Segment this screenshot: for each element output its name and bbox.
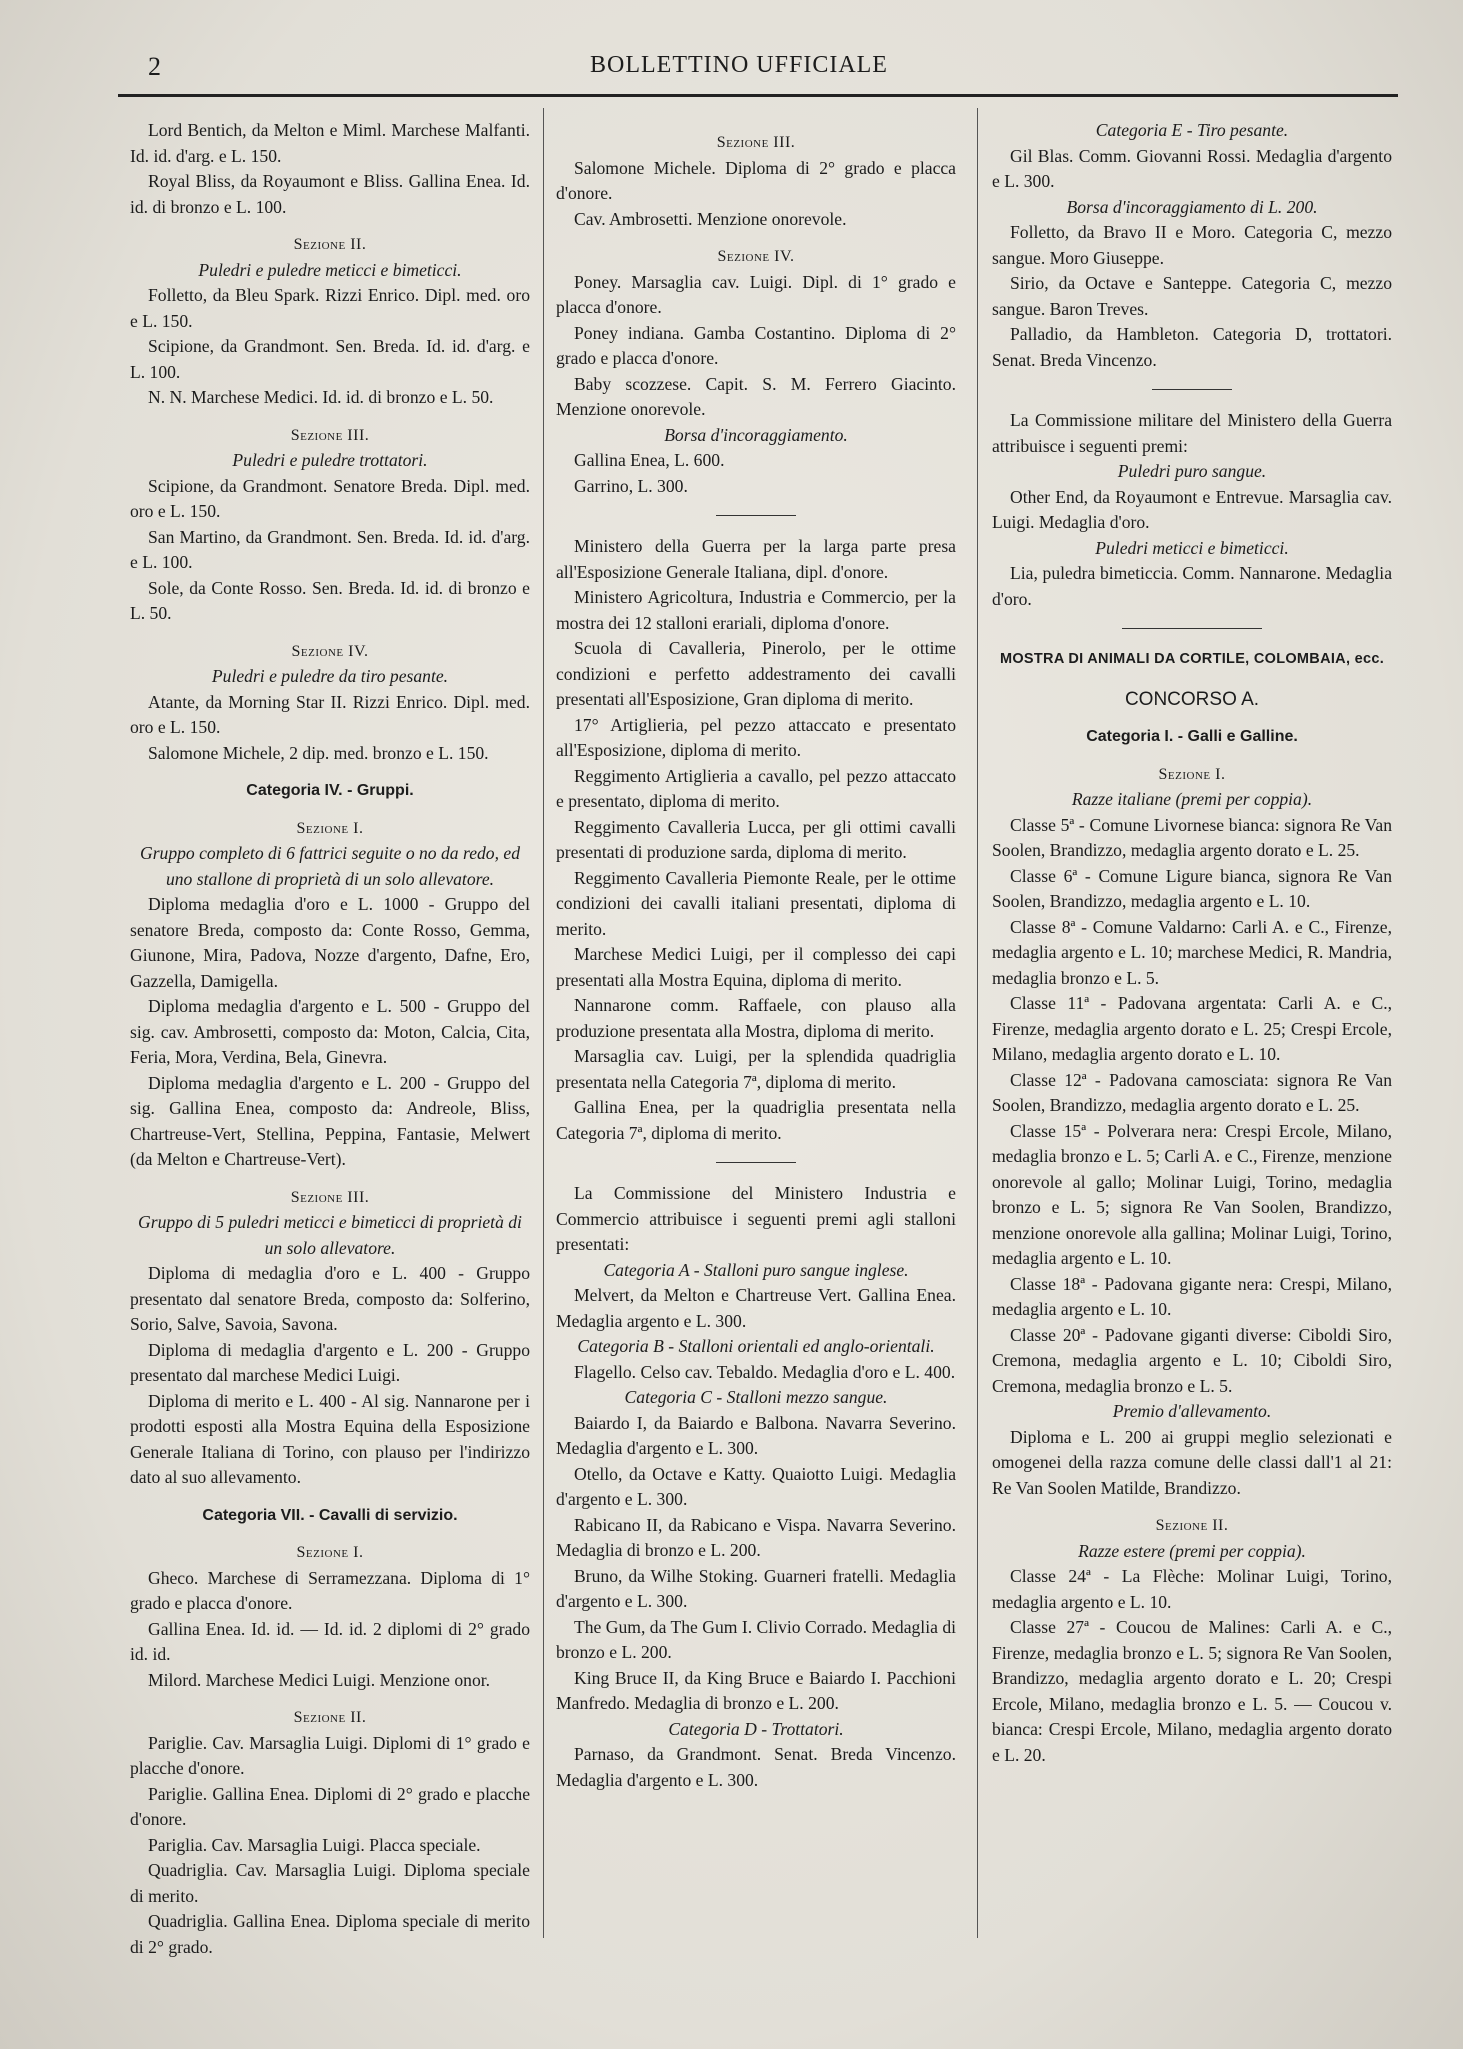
paragraph: Classe 27ª - Coucou de Malines: Carli A. e C., Firenze, medaglia bronzo e L. 5; signora Re Van Soolen, Brandizzo, medaglia argento dorato e L. 20; Crespi Ercole, Milano, medaglia bronzo e L. 5. — Coucou v. bianca: Crespi Ercole, Milano, medaglia argento dorato e L. 20. xyxy=(992,1617,1392,1765)
column-divider-1 xyxy=(543,108,544,1938)
paragraph: Flagello. Celso cav. Tebaldo. Medaglia d'oro e L. 400. xyxy=(574,1361,956,1382)
subheading: Gruppo di 5 puledri meticci e bimeticci di proprietà di un solo allevatore. xyxy=(138,1212,522,1258)
paragraph: Scipione, da Grandmont. Sen. Breda. Id. id. d'arg. e L. 100. xyxy=(130,336,530,382)
subheading: Categoria E - Tiro pesante. xyxy=(1095,120,1289,140)
section-heading: Sezione II. xyxy=(293,236,367,253)
paragraph: Classe 18ª - Padovana gigante nera: Crespi, Milano, medaglia argento e L. 10. xyxy=(992,1273,1392,1319)
paragraph: Diploma medaglia d'argento e L. 500 - Gruppo del sig. cav. Ambrosetti, composto da: Moton, Calcia, Cita, Feria, Mora, Verdina, Bela, Ginevra. xyxy=(130,996,530,1067)
category-heading: Categoria I. - Galli e Galline. xyxy=(1086,728,1298,745)
paragraph: Milord. Marchese Medici Luigi. Menzione onor. xyxy=(148,1669,491,1690)
category-heading: Categoria IV. - Gruppi. xyxy=(246,782,414,799)
paragraph: Salomone Michele, 2 dip. med. bronzo e L. 150. xyxy=(148,742,489,763)
paragraph: San Martino, da Grandmont. Sen. Breda. Id. id. d'arg. e L. 100. xyxy=(130,526,530,572)
paragraph: Ministero della Guerra per la larga parte presa all'Esposizione Generale Italiana, dipl. d'onore. xyxy=(556,536,956,582)
paragraph: Diploma e L. 200 ai gruppi meglio selezionati e omogenei della razza comune delle classi dall'1 al 21: Re Van Soolen Matilde, Brandizzo. xyxy=(992,1426,1392,1498)
subheading: Gruppo completo di 6 fattrici seguite o no da redo, ed uno stallone di proprietà di un solo allevatore. xyxy=(139,843,520,889)
page-number: 2 xyxy=(148,52,161,81)
paragraph: Classe 20ª - Padovane giganti diverse: Ciboldi Siro, Cremona, medaglia argento e L. 10; Ciboldi Siro, Cremona, medaglia bronzo e L. 5. xyxy=(992,1324,1392,1396)
paragraph: Gheco. Marchese di Serramezzana. Diploma di 1° grado e placca d'onore. xyxy=(130,1567,530,1613)
paragraph: Gallina Enea. Id. id. — Id. id. 2 diplomi di 2° grado id. id. xyxy=(130,1618,530,1664)
paragraph: King Bruce II, da King Bruce e Baiardo I. Pacchioni Manfredo. Medaglia di bronzo e L. 200. xyxy=(556,1667,956,1713)
subheading: Razze estere (premi per coppia). xyxy=(1078,1540,1306,1561)
paragraph: Folletto, da Bravo II e Moro. Categoria C, mezzo sangue. Moro Giuseppe. xyxy=(992,222,1392,268)
section-heading: Sezione III. xyxy=(290,1188,370,1206)
column-divider-2 xyxy=(977,108,978,1938)
paragraph: Classe 12ª - Padovana camosciata: signora Re Van Soolen, Brandizzo, medaglia argento dorato e L. 25. xyxy=(992,1069,1392,1115)
paragraph: Garrino, L. 300. xyxy=(574,475,688,496)
section-heading: Sezione I. xyxy=(296,819,364,837)
category-heading: Categoria VII. - Cavalli di servizio. xyxy=(202,1506,458,1524)
paragraph: Palladio, da Hambleton. Categoria D, trottatori. Senat. Breda Vincenzo. xyxy=(992,324,1392,370)
paragraph: Pariglie. Cav. Marsaglia Luigi. Diplomi di 1° grado e placche d'onore. xyxy=(130,1732,530,1778)
exhibition-heading: MOSTRA DI ANIMALI DA CORTILE, COLOMBAIA, ecc. xyxy=(999,651,1385,667)
paragraph: Royal Bliss, da Royaumont e Bliss. Gallina Enea. Id. id. di bronzo e L. 100. xyxy=(130,171,530,217)
contest-heading: CONCORSO A. xyxy=(1124,688,1260,710)
subheading: Puledri e puledre trottatori. xyxy=(232,450,428,470)
subheading: Razze italiane (premi per coppia). xyxy=(1071,789,1313,809)
paragraph: Scipione, da Grandmont. Senatore Breda. Dipl. med. oro e L. 150. xyxy=(130,475,530,521)
paragraph: Classe 6ª - Comune Ligure bianca, signora Re Van Soolen, Brandizzo, medaglia argento e L. 10. xyxy=(992,865,1392,911)
paragraph: Poney. Marsaglia cav. Luigi. Dipl. di 1° grado e placca d'onore. xyxy=(556,271,956,317)
paragraph: Lord Bentich, da Melton e Miml. Marchese Malfanti. Id. id. d'arg. e L. 150. xyxy=(130,120,530,166)
section-heading: Sezione I. xyxy=(1158,765,1226,783)
paragraph: Classe 15ª - Polverara nera: Crespi Ercole, Milano, medaglia bronzo e L. 5; Carli A. e C., Firenze, menzione onorevole al gallo; Molinar Luigi, Torino, medaglia bronzo e L. 5; signora Re Van Soolen, Brandizzo, menzione onorevole alla gallina; Molinar Luigi, Torino, medaglia argento e L. 10. xyxy=(992,1120,1392,1268)
page-header-title: BOLLETTINO UFFICIALE xyxy=(590,52,888,78)
section-heading: Sezione III. xyxy=(716,134,796,151)
paragraph: Reggimento Cavalleria Lucca, per gli ottimi cavalli presentati di produzione sarda, diploma di merito. xyxy=(556,816,956,862)
paragraph: The Gum, da The Gum I. Clivio Corrado. Medaglia di bronzo e L. 200. xyxy=(556,1616,956,1662)
paragraph: Salomone Michele. Diploma di 2° grado e placca d'onore. xyxy=(556,157,956,203)
paragraph: Baiardo I, da Baiardo e Balbona. Navarra Severino. Medaglia d'argento e L. 300. xyxy=(556,1412,956,1458)
subheading: Puledri meticci e bimeticci. xyxy=(1095,537,1289,558)
paragraph: Lia, puledra bimeticcia. Comm. Nannarone. Medaglia d'oro. xyxy=(992,563,1392,609)
subheading: Puledri puro sangue. xyxy=(1117,461,1267,481)
paragraph: Sirio, da Octave e Santeppe. Categoria C, mezzo sangue. Baron Treves. xyxy=(992,273,1392,319)
subheading: Premio d'allevamento. xyxy=(1112,1401,1272,1421)
subheading: Categoria D - Trottatori. xyxy=(668,1718,844,1739)
column-1 xyxy=(130,118,530,1960)
paragraph: Other End, da Royaumont e Entrevue. Marsaglia cav. Luigi. Medaglia d'oro. xyxy=(992,486,1392,532)
subheading: Puledri e puledre meticci e bimeticci. xyxy=(198,259,462,280)
paragraph: Reggimento Cavalleria Piemonte Reale, per le ottime condizioni dei cavalli italiani presentati, diploma di merito. xyxy=(556,867,956,939)
paragraph: Poney indiana. Gamba Costantino. Diploma di 2° grado e placca d'onore. xyxy=(556,322,956,368)
paragraph: Classe 5ª - Comune Livornese bianca: signora Re Van Soolen, Brandizzo, medaglia argento dorato e L. 25. xyxy=(992,814,1392,860)
separator-rule xyxy=(716,1162,796,1163)
section-heading: Sezione II. xyxy=(1155,1517,1229,1534)
paragraph: Diploma di medaglia d'oro e L. 400 - Gruppo presentato dal senatore Breda, composto da: Solferino, Sorio, Salve, Savoia, Savona. xyxy=(130,1263,530,1334)
paragraph: Otello, da Octave e Katty. Quaiotto Luigi. Medaglia d'argento e L. 300. xyxy=(556,1463,956,1509)
paragraph: Gil Blas. Comm. Giovanni Rossi. Medaglia d'argento e L. 300. xyxy=(992,145,1392,191)
paragraph: Scuola di Cavalleria, Pinerolo, per le ottime condizioni e perfetto addestramento dei cavalli presentati all'Esposizione, Gran diploma di merito. xyxy=(556,638,956,709)
paragraph: Quadriglia. Cav. Marsaglia Luigi. Diploma speciale di merito. xyxy=(130,1860,530,1906)
paragraph: Pariglie. Gallina Enea. Diplomi di 2° grado e placche d'onore. xyxy=(130,1783,530,1829)
paragraph: Parnaso, da Grandmont. Senat. Breda Vincenzo. Medaglia d'argento e L. 300. xyxy=(556,1744,956,1790)
column-2 xyxy=(556,118,956,1793)
separator-rule xyxy=(1122,628,1262,629)
paragraph: Bruno, da Wilhe Stoking. Guarneri fratelli. Medaglia d'argento e L. 300. xyxy=(556,1565,956,1611)
section-heading: Sezione II. xyxy=(293,1709,367,1726)
separator-rule xyxy=(716,515,796,516)
paragraph: Melvert, da Melton e Chartreuse Vert. Gallina Enea. Medaglia argento e L. 300. xyxy=(556,1285,956,1331)
paragraph: Diploma di medaglia d'argento e L. 200 - Gruppo presentato dal marchese Medici Luigi. xyxy=(130,1339,530,1385)
paragraph: Diploma medaglia d'argento e L. 200 - Gruppo del sig. Gallina Enea, composto da: Andreole, Bliss, Chartreuse-Vert, Stellina, Peppina, Fantasie, Melwert (da Melton e Chartreuse-Vert). xyxy=(130,1072,530,1169)
section-heading: Sezione IV. xyxy=(291,642,369,660)
paragraph: Cav. Ambrosetti. Menzione onorevole. xyxy=(574,208,847,229)
paragraph: Reggimento Artiglieria a cavallo, pel pezzo attaccato e presentato, diploma di merito. xyxy=(556,765,956,811)
paragraph: Classe 24ª - La Flèche: Molinar Luigi, Torino, medaglia argento e L. 10. xyxy=(992,1566,1392,1612)
column-3 xyxy=(992,118,1392,1768)
paragraph: Ministero Agricoltura, Industria e Commercio, per la mostra dei 12 stalloni erariali, diploma d'onore. xyxy=(556,587,956,633)
subheading: Categoria B - Stalloni orientali ed anglo-orientali. xyxy=(577,1336,935,1356)
subheading: Categoria A - Stalloni puro sangue inglese. xyxy=(603,1259,909,1280)
paragraph: Gallina Enea, per la quadriglia presentata nella Categoria 7ª, diploma di merito. xyxy=(556,1097,956,1143)
paragraph: Diploma medaglia d'oro e L. 1000 - Gruppo del senatore Breda, composto da: Conte Rosso, Gemma, Giunone, Mira, Padova, Nozze d'argento, Dafne, Ero, Gazzella, Damigella. xyxy=(130,894,530,991)
paragraph: Atante, da Morning Star II. Rizzi Enrico. Dipl. med. oro e L. 150. xyxy=(130,691,530,737)
paragraph: Sole, da Conte Rosso. Sen. Breda. Id. id. di bronzo e L. 50. xyxy=(130,577,530,623)
paragraph: Quadriglia. Gallina Enea. Diploma speciale di merito di 2° grado. xyxy=(130,1911,530,1957)
subheading: Puledri e puledre da tiro pesante. xyxy=(211,666,449,686)
paragraph: 17° Artiglieria, pel pezzo attaccato e presentato all'Esposizione, diploma di merito. xyxy=(556,714,956,760)
paragraph: Classe 11ª - Padovana argentata: Carli A. e C., Firenze, medaglia argento dorato e L. 25; Crespi Ercole, Milano, medaglia argento dorato e L. 10. xyxy=(992,993,1392,1064)
paragraph: N. N. Marchese Medici. Id. id. di bronzo e L. 50. xyxy=(148,387,494,407)
paragraph: Diploma di merito e L. 400 - Al sig. Nannarone per i prodotti esposti alla Mostra Equina della Esposizione Generale Italiana di Torino, con plauso per l'indirizzo dato al suo allevamento. xyxy=(130,1390,530,1487)
subheading: Borsa d'incoraggiamento di L. 200. xyxy=(1066,196,1318,217)
paragraph: Gallina Enea, L. 600. xyxy=(574,450,725,470)
header-rule xyxy=(118,94,1398,97)
subheading: Categoria C - Stalloni mezzo sangue. xyxy=(624,1387,888,1407)
section-heading: Sezione III. xyxy=(290,426,370,444)
paragraph: La Commissione militare del Ministero della Guerra attribuisce i seguenti premi: xyxy=(992,410,1392,456)
paragraph: Marchese Medici Luigi, per il complesso dei capi presentati alla Mostra Equina, diploma di merito. xyxy=(556,944,956,990)
paragraph: Folletto, da Bleu Spark. Rizzi Enrico. Dipl. med. oro e L. 150. xyxy=(130,285,530,331)
paragraph: Rabicano II, da Rabicano e Vispa. Navarra Severino. Medaglia di bronzo e L. 200. xyxy=(556,1514,956,1560)
paragraph: Classe 8ª - Comune Valdarno: Carli A. e C., Firenze, medaglia argento e L. 10; marchese Medici, R. Mandria, medaglia bronzo e L. 5. xyxy=(992,916,1392,988)
section-heading: Sezione IV. xyxy=(717,248,795,265)
paragraph: La Commissione del Ministero Industria e Commercio attribuisce i seguenti premi agli stalloni presentati: xyxy=(556,1183,956,1254)
paragraph: Baby scozzese. Capit. S. M. Ferrero Giacinto. Menzione onorevole. xyxy=(556,373,956,419)
separator-rule xyxy=(1152,389,1232,390)
section-heading: Sezione I. xyxy=(296,1544,364,1561)
paragraph: Pariglia. Cav. Marsaglia Luigi. Placca speciale. xyxy=(148,1834,481,1855)
paragraph: Marsaglia cav. Luigi, per la splendida quadriglia presentata nella Categoria 7ª, diploma di merito. xyxy=(556,1046,956,1092)
paragraph: Nannarone comm. Raffaele, con plauso alla produzione presentata alla Mostra, diploma di merito. xyxy=(556,995,956,1041)
subheading: Borsa d'incoraggiamento. xyxy=(664,424,848,445)
